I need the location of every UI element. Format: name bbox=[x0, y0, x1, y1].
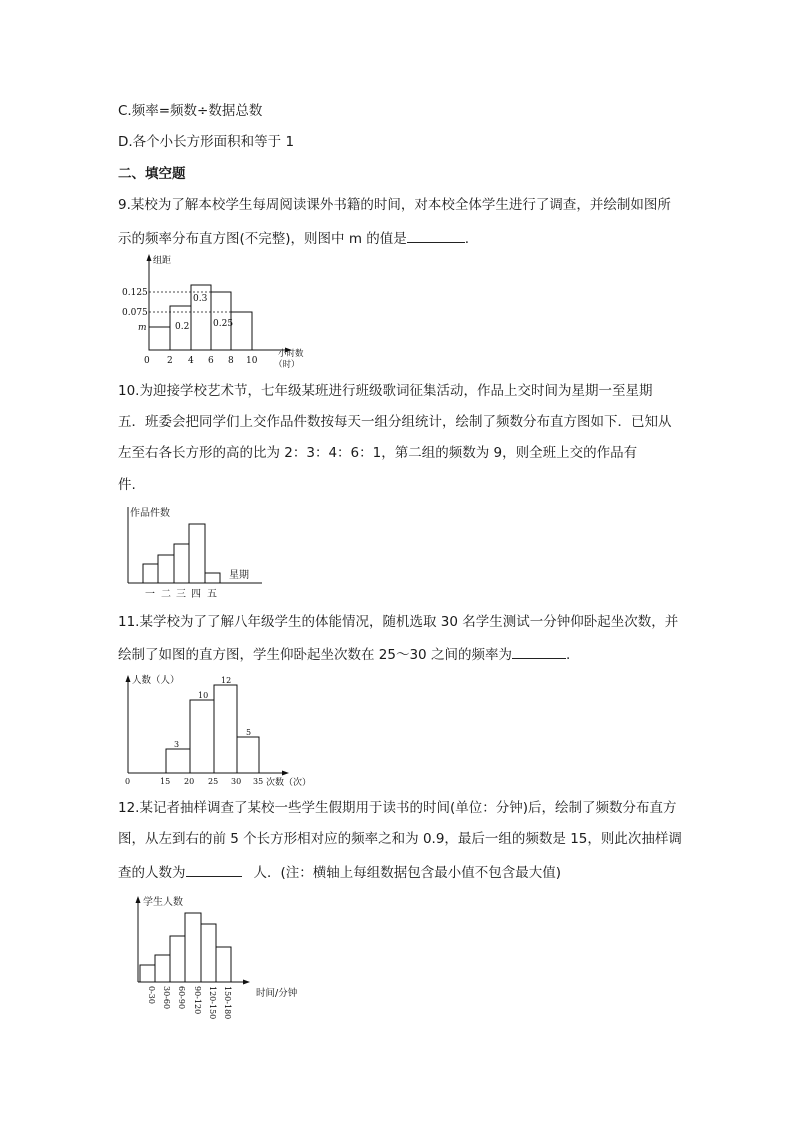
q9-xtick-10: 10 bbox=[246, 356, 258, 366]
option-d: D.各个小长方形面积和等于 1 bbox=[118, 134, 295, 150]
q11-xtick-20: 20 bbox=[184, 777, 195, 786]
q11-xtick-25: 25 bbox=[208, 777, 219, 786]
q11-xtick-15: 15 bbox=[160, 777, 171, 786]
q12-bar-120-150 bbox=[201, 924, 216, 982]
q12-bar-90-120 bbox=[185, 913, 201, 982]
q12-text-line3 bbox=[118, 862, 561, 882]
q10-bar-thu bbox=[189, 524, 205, 583]
q11-bar-25-30 bbox=[214, 685, 237, 773]
q11-text-line2 bbox=[118, 644, 570, 664]
q12-xtick-150-180: 150-180 bbox=[223, 986, 232, 1020]
q10-xtick-fri: 五 bbox=[207, 589, 217, 600]
q11-bar-label-20-25: 10 bbox=[198, 691, 209, 700]
q10-histogram bbox=[122, 503, 272, 603]
q12-bar-30-60 bbox=[155, 955, 170, 982]
q9-ytick-0125: 0.125 bbox=[122, 288, 148, 298]
q11-histogram bbox=[120, 672, 320, 792]
q10-text-line2: 五．班委会把同学们上交作品件数按每天一组分组统计，绘制了频数分布直方图如下．已知从 bbox=[118, 414, 672, 430]
q9-xlabel-2: （时） bbox=[274, 360, 300, 370]
q11-xlabel: 次数（次） bbox=[266, 778, 312, 788]
q9-text-line2 bbox=[118, 228, 469, 248]
q10-xtick-thu: 四 bbox=[191, 589, 201, 600]
q11-bar-20-25 bbox=[190, 700, 214, 773]
q9-xtick-6: 6 bbox=[208, 356, 214, 366]
q9-xlabel-1: 小时数 bbox=[278, 349, 304, 359]
section-title: 二、填空题 bbox=[118, 166, 186, 182]
q11-xtick-35: 35 bbox=[253, 777, 264, 786]
q10-xlabel: 星期 bbox=[229, 570, 249, 581]
q9-answer-blank[interactable] bbox=[407, 228, 465, 243]
q12-xlabel: 时间/分钟 bbox=[256, 988, 298, 999]
q10-bar-wed bbox=[174, 544, 189, 583]
q12-text-line1: 12.某记者抽样调查了某校一些学生假期用于读书的时间(单位：分钟)后，绘制了频数分布直方 bbox=[118, 800, 677, 816]
q12-text-line3b: 人．(注：横轴上每组数据包含最小值不包含最大值) bbox=[253, 865, 562, 881]
q11-bar-label-15-20: 3 bbox=[174, 740, 180, 749]
q9-xtick-4: 4 bbox=[188, 356, 194, 366]
q9-text-line1: 9.某校为了解本校学生每周阅读课外书籍的时间，对本校全体学生进行了调查，并绘制如图所 bbox=[118, 197, 671, 213]
q10-bar-tue bbox=[158, 555, 174, 583]
q12-xtick-60-90: 60-90 bbox=[177, 986, 186, 1010]
q10-bar-fri bbox=[205, 573, 220, 583]
q11-xtick-30: 30 bbox=[231, 777, 242, 786]
q9-xtick-8: 8 bbox=[228, 356, 234, 366]
q12-ylabel: 学生人数 bbox=[143, 897, 183, 908]
q12-answer-blank[interactable] bbox=[186, 862, 242, 877]
q10-xtick-wed: 三 bbox=[176, 589, 186, 600]
q12-xtick-30-60: 30-60 bbox=[162, 986, 171, 1010]
q12-xtick-120-150: 120-150 bbox=[208, 986, 217, 1020]
q9-bar-label-0-2: 0.2 bbox=[175, 322, 190, 332]
q12-histogram bbox=[128, 893, 318, 1033]
q10-text-line4: 件. bbox=[118, 477, 136, 493]
q11-bar-30-35 bbox=[237, 737, 259, 773]
q11-bar-label-25-30: 12 bbox=[221, 676, 232, 685]
q9-bar-0-2 bbox=[149, 327, 170, 350]
q12-bar-150-180 bbox=[216, 947, 231, 982]
q9-ytick-0075: 0.075 bbox=[122, 308, 148, 318]
q9-bar-label-4-6: 0.3 bbox=[193, 294, 208, 304]
q12-text-line2: 图，从左到右的前 5 个长方形相对应的频率之和为 0.9，最后一组的频数是 15，则此次抽样调 bbox=[118, 831, 682, 847]
q9-ytick-m: m bbox=[138, 323, 147, 333]
q11-xtick-0: 0 bbox=[125, 777, 131, 786]
q9-xtick-2: 2 bbox=[167, 356, 173, 366]
q11-bar-15-20 bbox=[166, 749, 190, 773]
q9-bar-8-10 bbox=[231, 312, 252, 350]
q11-answer-blank[interactable] bbox=[512, 644, 566, 659]
q12-bar-0-30 bbox=[140, 965, 155, 982]
q9-ylabel: 组距 bbox=[153, 256, 172, 266]
q9-text-line2a: 示的频率分布直方图(不完整)，则图中 m 的值是 bbox=[118, 231, 407, 247]
q12-xtick-0-30: 0-30 bbox=[147, 986, 156, 1004]
q11-text-line2a: 绘制了如图的直方图，学生仰卧起坐次数在 25～30 之间的频率为 bbox=[118, 647, 512, 663]
q12-text-line3a: 查的人数为 bbox=[118, 865, 186, 881]
q12-bar-60-90 bbox=[170, 936, 185, 982]
q10-text-line1: 10.为迎接学校艺术节，七年级某班进行班级歌词征集活动，作品上交时间为星期一至星期 bbox=[118, 383, 653, 399]
q11-bar-label-30-35: 5 bbox=[246, 728, 252, 737]
q11-text-line2b: . bbox=[565, 647, 571, 663]
q11-text-line1: 11.某学校为了了解八年级学生的体能情况，随机选取 30 名学生测试一分钟仰卧起坐次数，并 bbox=[118, 614, 679, 630]
q9-xtick-0: 0 bbox=[144, 356, 150, 366]
q12-xtick-90-120: 90-120 bbox=[193, 986, 202, 1015]
q10-bar-mon bbox=[143, 564, 158, 583]
q9-text-line2b: . bbox=[464, 231, 470, 247]
q9-histogram bbox=[120, 252, 320, 372]
option-c: C.频率=频数÷数据总数 bbox=[118, 103, 263, 119]
q11-ylabel: 人数（人） bbox=[132, 675, 180, 686]
q10-ylabel: 作品件数 bbox=[130, 508, 170, 519]
q10-xtick-mon: 一 bbox=[145, 589, 155, 600]
q10-text-line3: 左至右各长方形的高的比为 2：3：4：6：1，第二组的频数为 9，则全班上交的作品有 bbox=[118, 445, 638, 461]
q9-bar-label-6-8: 0.25 bbox=[213, 319, 234, 329]
q10-xtick-tue: 二 bbox=[161, 589, 171, 600]
